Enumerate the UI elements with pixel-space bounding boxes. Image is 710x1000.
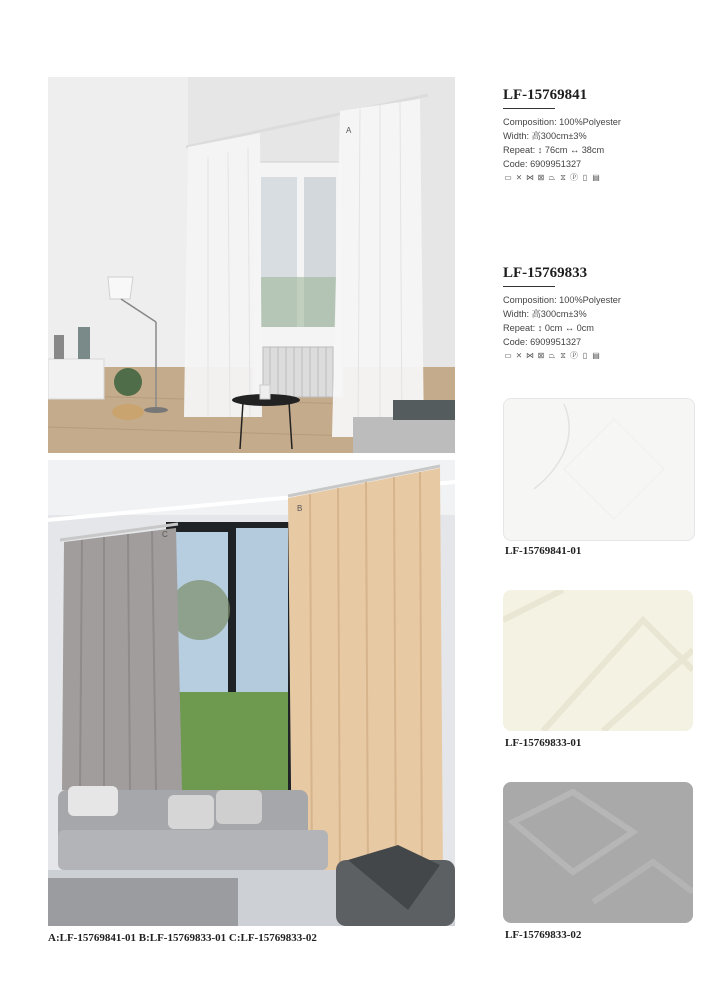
no-chlorine-icon: ⋈ bbox=[526, 351, 534, 360]
no-tumble-dry-icon: ⊠ bbox=[537, 351, 545, 360]
room-photo-blackout-curtains bbox=[48, 460, 455, 926]
flat-dry-icon: ▤ bbox=[592, 173, 600, 182]
width-text: Width: 高300cm±3% bbox=[503, 131, 587, 141]
code-text: Code: 6909951327 bbox=[503, 159, 582, 169]
wash-30-icon: ▭ bbox=[504, 351, 512, 360]
swatch-texture bbox=[504, 399, 694, 540]
swatch-label-1: LF-15769841-01 bbox=[505, 545, 582, 557]
repeat-vertical: 0cm bbox=[544, 323, 563, 333]
care-icons bbox=[503, 173, 693, 182]
room-illustration-top bbox=[48, 77, 455, 453]
title-underline bbox=[503, 108, 555, 109]
fabric-swatch-3 bbox=[503, 782, 693, 923]
no-bleach-icon: ⨯ bbox=[515, 351, 523, 360]
product-title: LF-15769833 bbox=[503, 265, 588, 281]
no-tumble-dry-icon: ⊠ bbox=[537, 173, 545, 182]
care-icons bbox=[503, 351, 693, 360]
repeat-row bbox=[503, 321, 693, 335]
room-photo-sheer-curtain bbox=[48, 77, 455, 453]
curtain-label-a: A bbox=[346, 126, 352, 135]
code-text: Code: 6909951327 bbox=[503, 337, 582, 347]
swatch-texture bbox=[503, 590, 693, 731]
no-chlorine-icon: ⋈ bbox=[526, 173, 534, 182]
product-title: LF-15769841 bbox=[503, 87, 588, 103]
no-wring-icon: ⧖ bbox=[560, 351, 566, 360]
fabric-swatch-2 bbox=[503, 590, 693, 731]
iron-low-icon: ⏢ bbox=[548, 173, 556, 182]
repeat-row bbox=[503, 143, 693, 157]
repeat-horizontal: 38cm bbox=[581, 145, 605, 155]
width-text: Width: 高300cm±3% bbox=[503, 309, 587, 319]
product-spec-1 bbox=[503, 87, 693, 182]
vertical-arrow-icon: ↕ bbox=[537, 323, 543, 333]
swatch-label-2: LF-15769833-01 bbox=[505, 737, 582, 749]
hang-dry-icon: ▯ bbox=[582, 173, 588, 182]
horizontal-arrow-icon: ↔ bbox=[564, 323, 575, 333]
photo-caption: A:LF-15769841-01 B:LF-15769833-01 C:LF-15769833-02 bbox=[48, 932, 317, 944]
dry-clean-p-icon: Ⓟ bbox=[570, 173, 578, 182]
repeat-horizontal: 0cm bbox=[576, 323, 594, 333]
repeat-vertical: 76cm bbox=[544, 145, 568, 155]
composition-text: Composition: 100%Polyester bbox=[503, 117, 621, 127]
product-spec-2 bbox=[503, 265, 693, 360]
flat-dry-icon: ▤ bbox=[592, 351, 600, 360]
hang-dry-icon: ▯ bbox=[582, 351, 588, 360]
curtain-label-b: B bbox=[297, 504, 303, 513]
vertical-arrow-icon: ↕ bbox=[537, 145, 543, 155]
wash-30-icon: ▭ bbox=[504, 173, 512, 182]
room-illustration-bottom bbox=[48, 460, 455, 926]
title-underline bbox=[503, 286, 555, 287]
repeat-label: Repeat: bbox=[503, 323, 536, 333]
swatch-label-3: LF-15769833-02 bbox=[505, 929, 582, 941]
curtain-label-c: C bbox=[162, 530, 168, 539]
fabric-swatch-1 bbox=[503, 398, 695, 541]
composition-text: Composition: 100%Polyester bbox=[503, 295, 621, 305]
repeat-label: Repeat: bbox=[503, 145, 536, 155]
no-wring-icon: ⧖ bbox=[560, 173, 566, 182]
iron-low-icon: ⏢ bbox=[548, 351, 556, 360]
horizontal-arrow-icon: ↔ bbox=[569, 145, 580, 155]
dry-clean-p-icon: Ⓟ bbox=[570, 351, 578, 360]
no-bleach-icon: ⨯ bbox=[515, 173, 523, 182]
swatch-texture bbox=[503, 782, 693, 923]
